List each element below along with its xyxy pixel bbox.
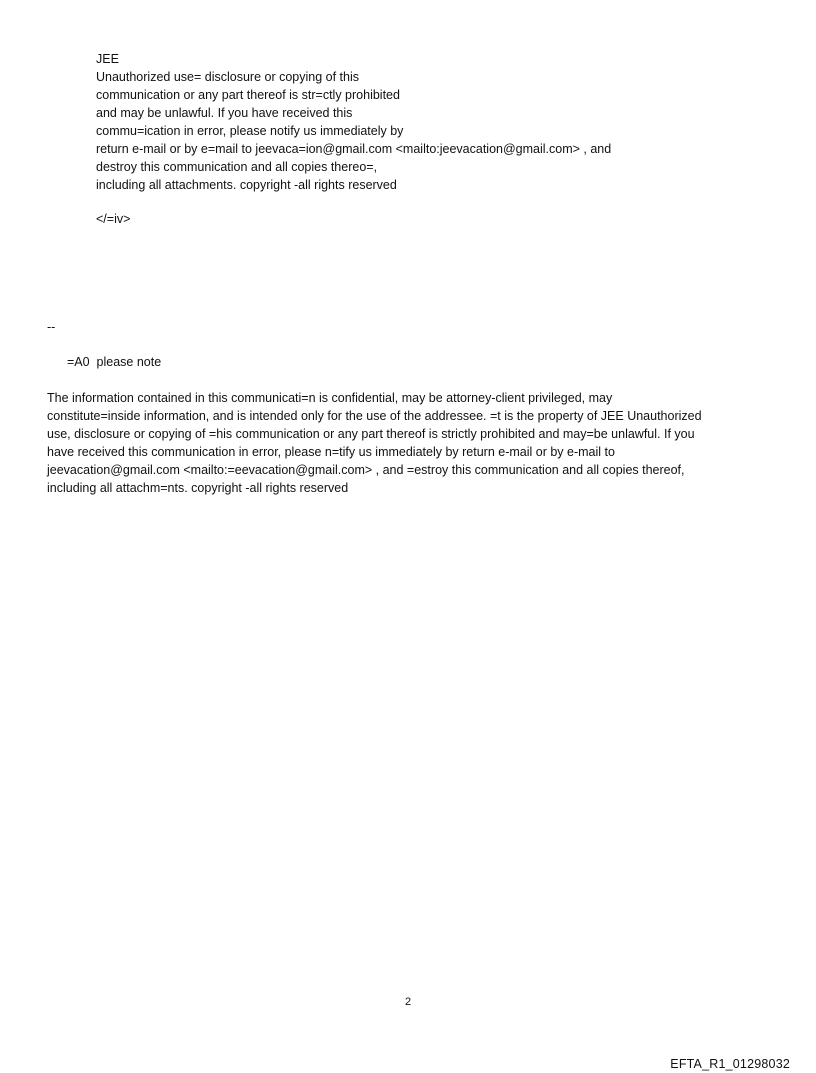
quoted-disclaimer-block xyxy=(96,50,736,194)
signature-separator: -- xyxy=(47,320,56,334)
disclaimer-line: have received this communication in error, please n=tify us immediately by return e-mail or by e-mail to xyxy=(47,445,615,459)
disclaimer-line: The information contained in this communicati=n is confidential, may be attorney-client privileged, may xyxy=(47,391,613,405)
quoted-line: destroy this communication and all copies thereo=, xyxy=(96,160,378,174)
quoted-line: including all attachments. copyright -all rights reserved xyxy=(96,178,397,192)
disclaimer-line: jeevacation@gmail.com <mailto:=eevacation@gmail.com> , and =estroy this communication and all copies thereof, xyxy=(47,463,685,477)
quoted-line: and may be unlawful. If you have received this xyxy=(96,106,353,120)
quoted-line: commu=ication in error, please notify us immediately by xyxy=(96,124,404,138)
quoted-line: JEE xyxy=(96,52,119,66)
bates-stamp: EFTA_R1_01298032 xyxy=(670,1057,790,1071)
disclaimer-line: constitute=inside information, and is intended only for the use of the addressee. =t is the property of JEE Unauthorized xyxy=(47,409,702,423)
disclaimer-line: including all attachm=nts. copyright -all rights reserved xyxy=(47,481,349,495)
page-number: 2 xyxy=(404,996,412,1008)
quoted-line: Unauthorized use= disclosure or copying of this xyxy=(96,70,359,84)
disclaimer-line: use, disclosure or copying of =his communication or any part thereof is strictly prohibited and may=be unlawful. If you xyxy=(47,427,695,441)
disclaimer-paragraph xyxy=(47,389,777,497)
closing-tag-text: </=iv> xyxy=(96,212,131,226)
quoted-line: return e-mail or by e=mail to jeevaca=ion@gmail.com <mailto:jeevacation@gmail.com> , and xyxy=(96,142,612,156)
quoted-line: communication or any part thereof is str=ctly prohibited xyxy=(96,88,400,102)
note-heading: =A0 please note xyxy=(67,355,162,369)
